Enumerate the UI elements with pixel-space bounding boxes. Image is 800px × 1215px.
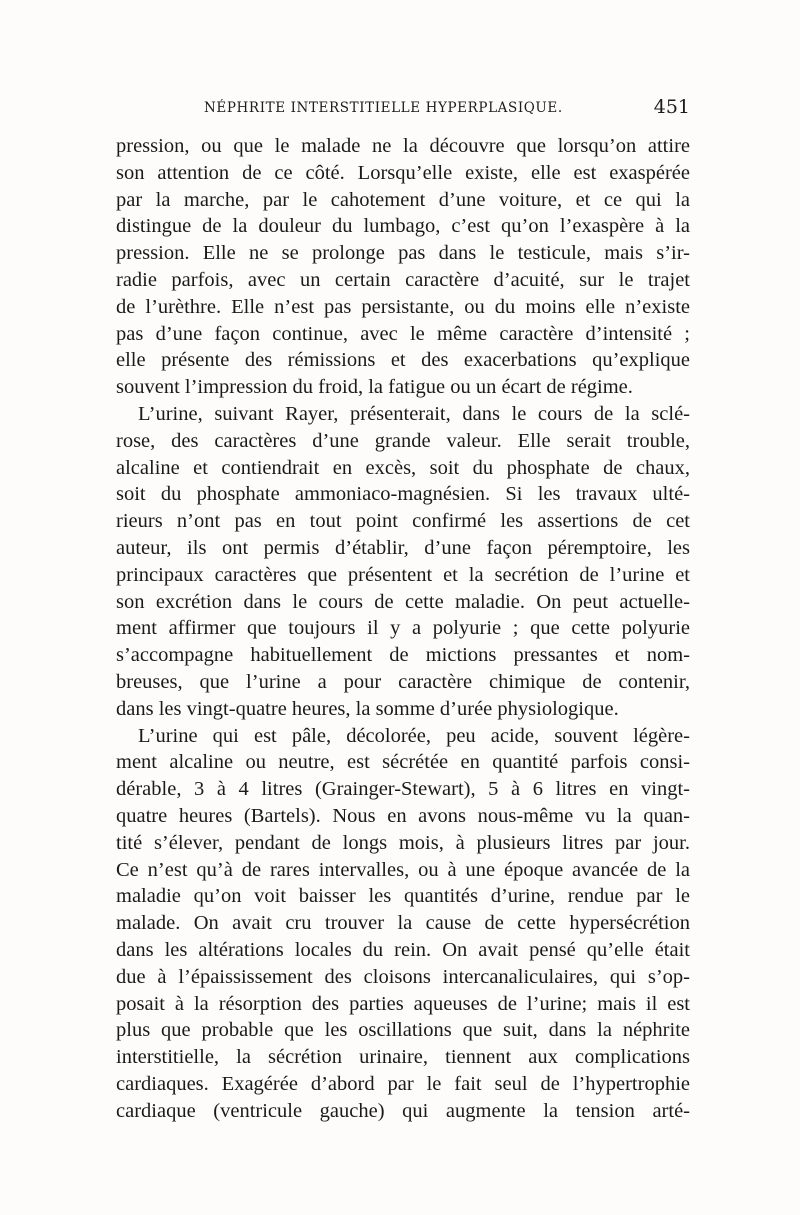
text-line: par la marche, par le cahotement d’une voiture, et ce qui la: [116, 188, 690, 211]
text-line: ment affirmer que toujours il y a polyurie ; que cette polyurie: [116, 617, 690, 640]
text-line: pression, ou que le malade ne la découvre que lorsqu’on attire: [116, 135, 690, 157]
text-line: souvent l’impression du froid, la fatigue ou un écart de régime.: [116, 376, 633, 399]
text-line: ment alcaline ou neutre, est sécrétée en quantité parfois consi-: [116, 751, 690, 774]
page-number: 451: [653, 96, 690, 118]
text-line: soit du phosphate ammoniaco-magnésien. Si les travaux ulté-: [116, 483, 690, 506]
text-line: malade. On avait cru trouver la cause de cette hypersécrétion: [116, 912, 690, 935]
text-line: dans les altérations locales du rein. On avait pensé qu’elle était: [116, 938, 690, 961]
text-line: rose, des caractères d’une grande valeur. Elle serait trouble,: [116, 429, 690, 452]
running-head: [116, 96, 690, 122]
text-line: cardiaque (ventricule gauche) qui augmente la tension arté-: [116, 1099, 690, 1122]
body-text: [116, 133, 690, 1124]
text-line: cardiaques. Exagérée d’abord par le fait seul de l’hypertrophie: [116, 1072, 690, 1095]
paragraph-start-line: L’urine qui est pâle, décolorée, peu acide, souvent légère-: [138, 724, 690, 747]
text-line: Ce n’est qu’à de rares intervalles, ou à une époque avancée de la: [116, 858, 690, 881]
text-line: due à l’épaississement des cloisons intercanaliculaires, qui s’op-: [116, 965, 690, 988]
text-line: son attention de ce côté. Lorsqu’elle existe, elle est exaspérée: [116, 161, 690, 184]
text-line: pression. Elle ne se prolonge pas dans le testicule, mais s’ir-: [116, 242, 690, 265]
text-line: plus que probable que les oscillations que suit, dans la néphrite: [116, 1019, 690, 1042]
text-line: elle présente des rémissions et des exacerbations qu’explique: [116, 349, 690, 372]
text-line: de l’urèthre. Elle n’est pas persistante, ou du moins elle n’existe: [116, 295, 690, 318]
text-line: principaux caractères que présentent et la secrétion de l’urine et: [116, 563, 690, 586]
text-line: rieurs n’ont pas en tout point confirmé les assertions de cet: [116, 510, 690, 533]
text-line: dérable, 3 à 4 litres (Grainger-Stewart), 5 à 6 litres en vingt-: [116, 778, 690, 801]
text-line: son excrétion dans le cours de cette maladie. On peut actuelle-: [116, 590, 690, 613]
text-line: pas d’une façon continue, avec le même caractère d’intensité ;: [116, 322, 690, 345]
text-line: radie parfois, avec un certain caractère d’acuité, sur le trajet: [116, 268, 690, 291]
text-line: quatre heures (Bartels). Nous en avons nous-même vu la quan-: [116, 804, 690, 827]
text-line: s’accompagne habituellement de mictions pressantes et nom-: [116, 644, 690, 667]
text-line: breuses, que l’urine a pour caractère chimique de contenir,: [116, 670, 690, 693]
running-title: NÉPHRITE INTERSTITIELLE HYPERPLASIQUE.: [204, 100, 563, 116]
text-line: distingue de la douleur du lumbago, c’est qu’on l’exaspère à la: [116, 215, 690, 238]
text-line: maladie qu’on voit baisser les quantités d’urine, rendue par le: [116, 885, 690, 908]
text-line: posait à la résorption des parties aqueuses de l’urine; mais il est: [116, 992, 690, 1015]
text-line: alcaline et contiendrait en excès, soit du phosphate de chaux,: [116, 456, 690, 479]
text-line: dans les vingt-quatre heures, la somme d’urée physiologique.: [116, 697, 619, 720]
text-line: tité s’élever, pendant de longs mois, à plusieurs litres par jour.: [116, 831, 690, 854]
text-line: interstitielle, la sécrétion urinaire, tiennent aux complications: [116, 1046, 690, 1069]
text-line: auteur, ils ont permis d’établir, d’une façon péremptoire, les: [116, 536, 690, 559]
paragraph-start-line: L’urine, suivant Rayer, présenterait, dans le cours de la sclé-: [138, 402, 690, 425]
